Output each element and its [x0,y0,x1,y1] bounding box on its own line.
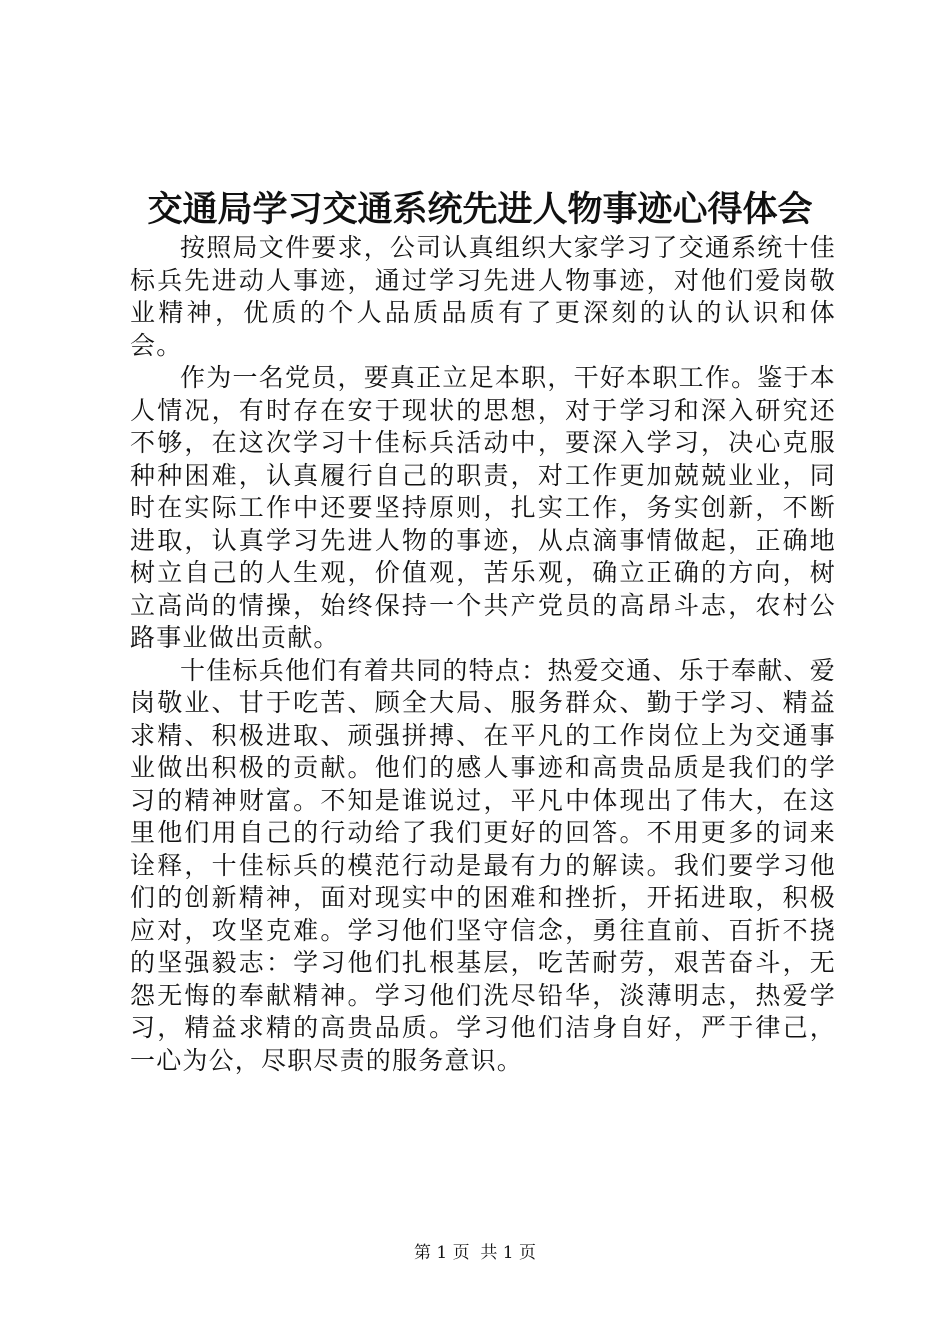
paragraph-2: 作为一名党员，要真正立足本职，干好本职工作。鉴于本人情况，有时存在安于现状的思想，对于学习和深入研究还不够，在这次学习十佳标兵活动中，要深入学习，决心克服种种困难，认真履行自己的职责，对工作更加兢兢业业，同时在实际工作中还要坚持原则，扎实工作，务实创新，不断进取，认真学习先进人物的事迹，从点滴事情做起，正确地树立自己的人生观，价值观，苦乐观，确立正确的方向，树立高尚的情操，始终保持一个共产党员的高昂斗志，农村公路事业做出贡献。 [130,363,836,652]
paragraph-1: 按照局文件要求，公司认真组织大家学习了交通系统十佳标兵先进动人事迹，通过学习先进人物事迹，对他们爱岗敬业精神，优质的个人品质品质有了更深刻的认的认识和体会。 [130,233,836,360]
document-title: 交通局学习交通系统先进人物事迹心得体会 [147,190,813,230]
paragraph-3: 十佳标兵他们有着共同的特点：热爱交通、乐于奉献、爱岗敬业、甘于吃苦、顾全大局、服务群众、勤于学习、精益求精、积极进取、顽强拼搏、在平凡的工作岗位上为交通事业做出积极的贡献。他们的感人事迹和高贵品质是我们的学习的精神财富。不知是谁说过，平凡中体现出了伟大，在这里他们用自己的行动给了我们更好的回答。不用更多的词来诠释，十佳标兵的模范行动是最有力的解读。我们要学习他们的创新精神，面对现实中的困难和挫折，开拓进取，积极应对，攻坚克难。学习他们坚守信念，勇往直前、百折不挠的坚强毅志：学习他们扎根基层，吃苦耐劳，艰苦奋斗，无怨无悔的奉献精神。学习他们洗尽铅华，淡薄明志，热爱学习，精益求精的高贵品质。学习他们洁身自好，严于律己，一心为公，尽职尽责的服务意识。 [130,655,836,1075]
page-number-footer: 第 1 页 共 1 页 [413,1243,537,1263]
document-body [130,232,836,1077]
